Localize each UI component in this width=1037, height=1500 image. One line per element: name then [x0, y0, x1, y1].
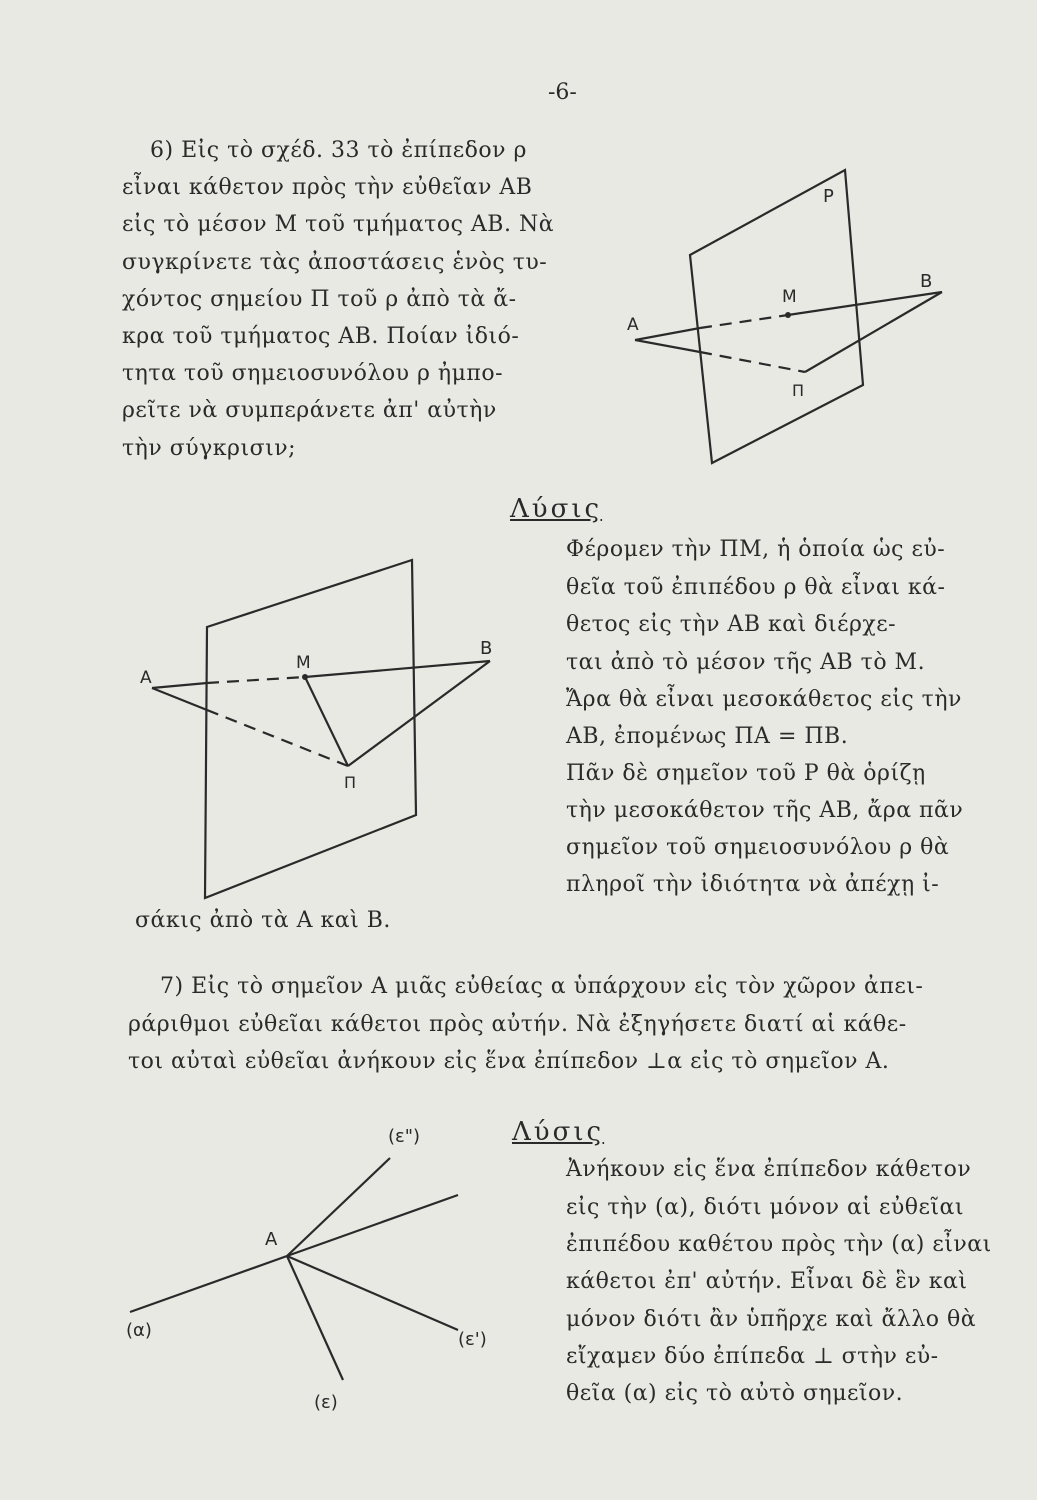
- solution-6-line: τὴν μεσοκάθετον τῆς ΑΒ, ἄρα πᾶν: [566, 798, 964, 823]
- solution-6-line: θεῖα τοῦ ἐπιπέδου ρ θὰ εἶναι κά-: [566, 575, 946, 600]
- solution-7-line: Ἀνήκουν εἰς ἕνα ἐπίπεδον κάθετον: [566, 1157, 972, 1182]
- page-number: -6-: [548, 80, 577, 105]
- problem-6-line: εἰς τὸ μέσον Μ τοῦ τμήματος ΑΒ. Νὰ: [122, 212, 555, 237]
- problem-6-line: 6) Εἰς τὸ σχέδ. 33 τὸ ἐπίπεδον ρ: [150, 138, 527, 163]
- label-line-a: (α): [126, 1320, 152, 1341]
- label-b: B: [920, 271, 933, 292]
- label-p: Π: [792, 381, 805, 400]
- problem-6-line: τητα τοῦ σημειοσυνόλου ρ ἠμπο-: [122, 361, 504, 386]
- solution-6-line: πληροῖ τὴν ἰδιότητα νὰ ἀπέχῃ ἰ-: [566, 872, 940, 897]
- problem-7-line: ράριθμοι εὐθεῖαι κάθετοι πρὸς αὐτήν. Νὰ ἐξηγήσετε διατί αἱ κάθε-: [128, 1012, 907, 1037]
- label-e1: (ε'): [458, 1329, 487, 1350]
- label-a-point: A: [265, 1229, 278, 1250]
- line-a: [130, 1256, 287, 1312]
- line-e1: [287, 1256, 458, 1330]
- solution-6-line: σημεῖον τοῦ σημειοσυνόλου ρ θὰ: [566, 835, 950, 860]
- label-b: B: [480, 638, 493, 659]
- label-e2: (ε"): [388, 1126, 421, 1147]
- solution-6-line: Ἄρα θὰ εἶναι μεσοκάθετος εἰς τὴν: [566, 687, 962, 712]
- problem-6-line: τὴν σύγκρισιν;: [122, 436, 296, 461]
- label-p: Π: [344, 773, 357, 792]
- line-e: [287, 1256, 343, 1380]
- problem-6-line: ρεῖτε νὰ συμπεράνετε ἀπ' αὐτὴν: [122, 398, 497, 423]
- solution-7-line: εἴχαμεν δύο ἐπίπεδα ⊥ στὴν εὐ-: [566, 1344, 939, 1369]
- solution-6-heading: Λύσις: [510, 494, 603, 524]
- label-plane: P: [823, 186, 834, 207]
- solution-7-line: κάθετοι ἐπ' αὐτήν. Εἶναι δὲ ἓν καὶ: [566, 1269, 968, 1294]
- solution-7-line: μόνον διότι ἂν ὑπῆρχε καὶ ἄλλο θὰ: [566, 1307, 977, 1332]
- label-a: A: [627, 315, 639, 335]
- label-m: M: [782, 287, 797, 307]
- problem-6-line: χόντος σημείου Π τοῦ ρ ἀπὸ τὰ ἄ-: [122, 287, 517, 312]
- solution-7-line: ἐπιπέδου καθέτου πρὸς τὴν (α) εἶναι: [566, 1232, 992, 1257]
- problem-7-line: τοι αὐταὶ εὐθεῖαι ἀνήκουν εἰς ἕνα ἐπίπεδον ⊥α εἰς τὸ σημεῖον Α.: [128, 1049, 890, 1074]
- solution-6-line: Φέρομεν τὴν ΠΜ, ἡ ὁποία ὡς εὐ-: [566, 537, 946, 562]
- solution-6-line: θετος εἰς τὴν ΑΒ καὶ διέρχε-: [566, 612, 897, 637]
- line-upper-right: [287, 1195, 458, 1256]
- solution-6-last-line: σάκις ἀπὸ τὰ Α καὶ Β.: [135, 908, 391, 933]
- solution-7-line: θεῖα (α) εἰς τὸ αὐτὸ σημεῖον.: [566, 1381, 904, 1406]
- problem-6-line: εἶναι κάθετον πρὸς τὴν εὐθεῖαν ΑΒ: [122, 175, 533, 200]
- label-a: A: [140, 668, 152, 688]
- line-e2: [287, 1158, 390, 1256]
- label-m: M: [296, 653, 311, 673]
- solution-7-heading: Λύσις: [512, 1117, 605, 1147]
- problem-6-line: κρα τοῦ τμήματος ΑΒ. Ποίαν ἰδιό-: [122, 324, 520, 349]
- problem-6-line: συγκρίνετε τὰς ἀποστάσεις ἑνὸς τυ-: [122, 250, 548, 275]
- solution-6-line: ΑΒ, ἐπομένως ΠΑ = ΠΒ.: [566, 724, 849, 749]
- solution-6-line: ται ἀπὸ τὸ μέσον τῆς ΑΒ τὸ Μ.: [566, 650, 926, 675]
- label-e: (ε): [314, 1392, 338, 1413]
- problem-7-line: 7) Εἰς τὸ σημεῖον Α μιᾶς εὐθείας α ὑπάρχουν εἰς τὸν χῶρον ἀπει-: [160, 974, 924, 999]
- solution-7-line: εἰς τὴν (α), διότι μόνον αἱ εὐθεῖαι: [566, 1195, 964, 1220]
- solution-6-line: Πᾶν δὲ σημεῖον τοῦ Ρ θὰ ὁρίζῃ: [566, 761, 926, 786]
